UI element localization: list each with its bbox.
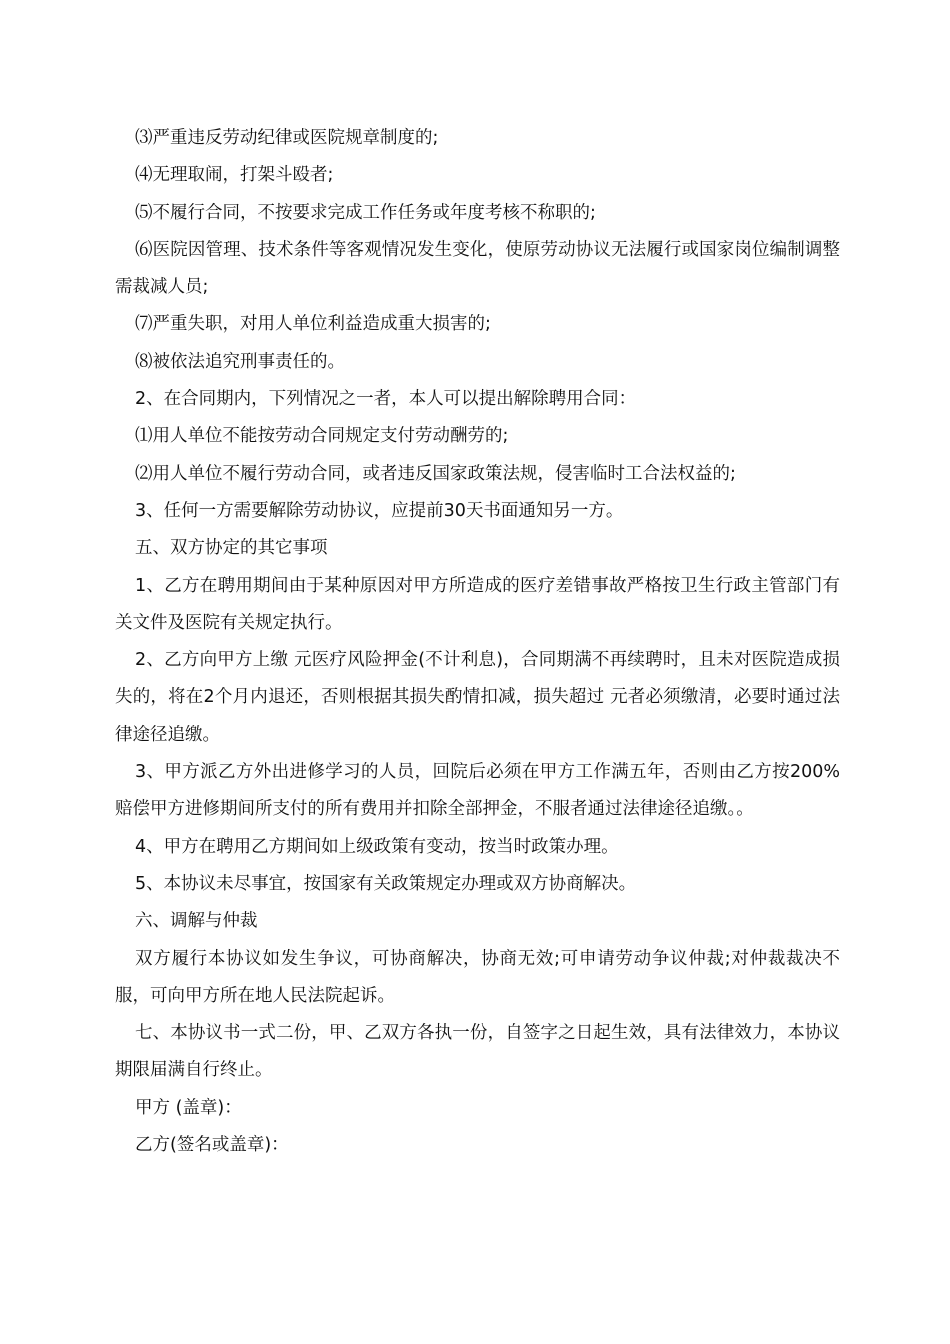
clause-7: ⑺严重失职，对用人单位利益造成重大损害的;: [135, 314, 491, 335]
clause-5: ⑸不履行合同，不按要求完成工作任务或年度考核不称职的;: [135, 202, 596, 223]
clause-4: ⑷无理取闹，打架斗殴者;: [135, 165, 334, 186]
document-body: [115, 120, 840, 1164]
matter-3: 3、甲方派乙方外出进修学习的人员，回院后必须在甲方工作满五年，否则由乙方按200%赔偿甲方进修期间所支付的所有费用并扣除全部押金，不服者通过法律途径追缴。。: [115, 762, 840, 820]
matter-2: 2、乙方向甲方上缴 元医疗风险押金(不计利息)，合同期满不再续聘时，且未对医院造成损失的，将在2个月内退还，否则根据其损失酌情扣减，损失超过 元者必须缴清，必要时通过法律途径追缴。: [115, 650, 840, 745]
employee-clause-2: ⑵用人单位不履行劳动合同，或者违反国家政策法规，侵害临时工合法权益的;: [135, 463, 736, 484]
section-seven-text: 七、本协议书一式二份，甲、乙双方各执一份，自签字之日起生效，具有法律效力，本协议期限届满自行终止。: [115, 1023, 840, 1081]
clause-8: ⑻被依法追究刑事责任的。: [135, 351, 345, 372]
party-b-signature: 乙方(签名或盖章)：: [135, 1135, 289, 1156]
employee-clause-1: ⑴用人单位不能按劳动合同规定支付劳动酬劳的;: [135, 426, 509, 447]
section-2-heading: 2、在合同期内，下列情况之一者，本人可以提出解除聘用合同：: [135, 389, 637, 410]
clause-3: ⑶严重违反劳动纪律或医院规章制度的;: [135, 128, 439, 148]
section-six-heading: 六、调解与仲裁: [135, 911, 258, 932]
arbitration-text: 双方履行本协议如发生争议，可协商解决，协商无效;可申请劳动争议仲裁;对仲裁裁决不服，可向甲方所在地人民法院起诉。: [115, 948, 840, 1006]
matter-1: 1、乙方在聘用期间由于某种原因对甲方所造成的医疗差错事故严格按卫生行政主管部门有关文件及医院有关规定执行。: [115, 575, 840, 633]
matter-5: 5、本协议未尽事宜，按国家有关政策规定办理或双方协商解决。: [135, 873, 637, 894]
clause-6: ⑹医院因管理、技术条件等客观情况发生变化，使原劳动协议无法履行或国家岗位编制调整需裁减人员;: [115, 239, 840, 298]
matter-4: 4、甲方在聘用乙方期间如上级政策有变动，按当时政策办理。: [135, 836, 619, 857]
party-a-signature: 甲方 (盖章)：: [135, 1097, 242, 1118]
section-3-notice: 3、任何一方需要解除劳动协议，应提前30天书面通知另一方。: [135, 500, 624, 521]
section-five-heading: 五、双方协定的其它事项: [135, 538, 328, 559]
